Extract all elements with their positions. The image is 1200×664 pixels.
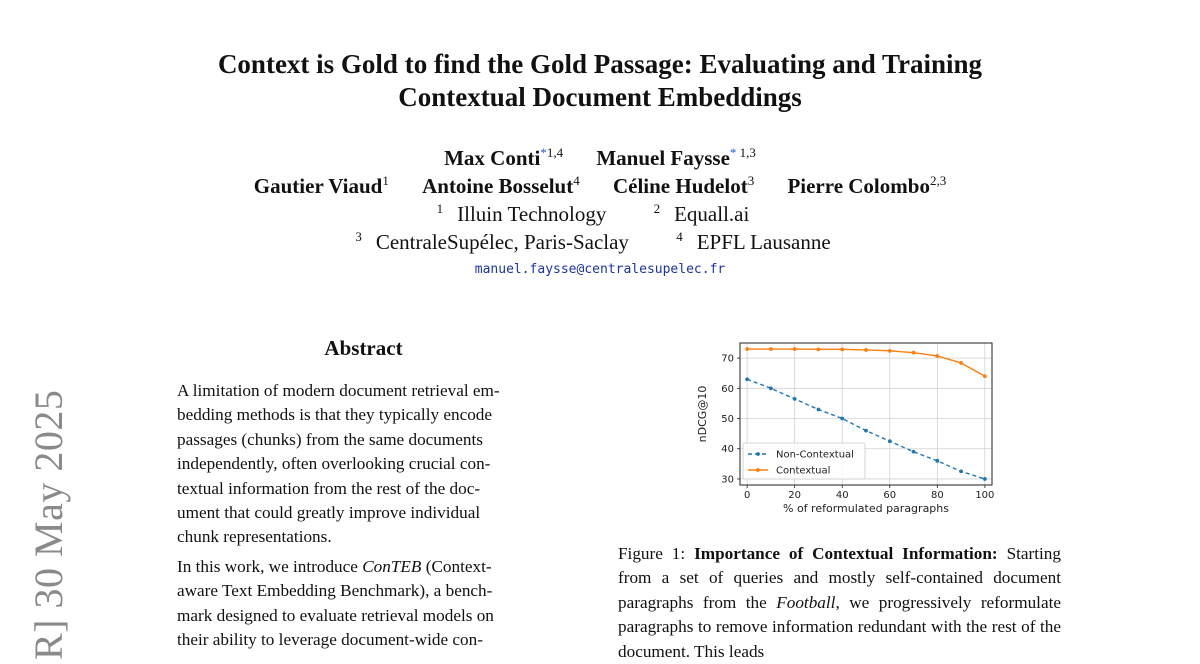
author: Pierre Colombo$^{2,3}$ <box>787 173 947 198</box>
x-tick-label: 20 <box>788 490 802 501</box>
data-point <box>912 450 916 454</box>
data-point <box>769 386 773 390</box>
affiliation-row-2 <box>150 228 1050 256</box>
data-point <box>935 354 939 358</box>
author: Gautier Viaud$^1$ <box>253 173 389 198</box>
x-tick-label: 0 <box>743 490 751 501</box>
figure-1-caption: Figure 1: Importance of Contextual Information: Starting from a set of queries and mostly self-contained document paragraphs from the Football, we progressively reformulate paragraphs to remove information redundant with the rest of the document. This leads <box>618 544 1061 661</box>
abstract-paragraph-2: In this work, we introduce ConTEB (Context- aware Text Embedding Benchmark), a bench- mark designed to evaluate retrieval models on their ability to leverage document-wide con- <box>177 557 494 650</box>
y-tick-label: 60 <box>721 383 734 395</box>
x-tick-label: 80 <box>930 490 944 501</box>
legend-label: Contextual <box>776 465 831 477</box>
data-point <box>983 374 987 378</box>
contact-email-link[interactable]: manuel.faysse@centralesupelec.fr <box>474 262 726 277</box>
affiliation: $^4$ EPFL Lausanne <box>676 229 831 254</box>
abstract-paragraph-1: A limitation of modern document retrieval em- bedding methods is that they typically encode passages (chunks) from the same documents independently, often overlooking crucial con- textual information from the rest of the doc- ument that could greatly improve individual chunk representations. <box>177 381 500 547</box>
data-point <box>912 351 916 355</box>
data-point <box>793 397 797 401</box>
title-line-2: Contextual Document Embeddings <box>398 82 802 112</box>
data-point <box>864 429 868 433</box>
data-point <box>840 347 844 351</box>
data-point <box>840 417 844 421</box>
legend-marker <box>756 452 760 456</box>
author: Max Conti$^{*1,4}$ <box>444 145 564 170</box>
title-line-1: Context is Gold to find the Gold Passage: Evaluating and Training <box>217 49 983 79</box>
data-point <box>888 439 892 443</box>
affiliation: $^3$ CentraleSupélec, Paris-Saclay <box>355 229 629 254</box>
data-point <box>769 347 773 351</box>
data-point <box>888 349 892 353</box>
author-row-1 <box>150 144 1050 172</box>
paper-title <box>150 48 1050 114</box>
data-point <box>935 459 939 463</box>
author-row-2 <box>150 172 1050 200</box>
x-tick-label: 100 <box>975 490 995 501</box>
data-point <box>817 408 821 412</box>
y-tick-label: 30 <box>721 474 734 486</box>
data-point <box>959 470 963 474</box>
data-point <box>864 348 868 352</box>
data-point <box>745 347 749 351</box>
data-point <box>983 477 987 481</box>
affiliation: $^1$ Illuin Technology <box>436 201 607 226</box>
legend-label: Non-Contextual <box>776 449 854 461</box>
x-tick-label: 40 <box>835 490 849 501</box>
data-point <box>793 347 797 351</box>
y-tick-label: 40 <box>721 444 734 456</box>
author: Manuel Faysse$^{* 1,3}$ <box>596 145 756 170</box>
caption-bold-title: Importance of Contextual Information: <box>694 544 998 563</box>
abstract-heading: Abstract <box>324 336 403 360</box>
x-tick-label: 60 <box>883 490 897 501</box>
y-tick-label: 50 <box>721 414 734 426</box>
figure-1-chart <box>690 335 1000 521</box>
author: Antoine Bosselut$^4$ <box>422 173 580 198</box>
data-point <box>745 377 749 381</box>
benchmark-name: ConTEB <box>362 557 422 576</box>
x-axis-label: % of reformulated paragraphs <box>783 502 949 515</box>
series-line-contextual <box>747 349 985 376</box>
arxiv-side-stamp: R] 30 May 2025 <box>26 389 71 660</box>
caption-label: Figure 1: <box>618 544 686 563</box>
y-tick-label: 70 <box>721 353 734 365</box>
legend-marker <box>756 468 760 472</box>
author: Céline Hudelot$^3$ <box>612 173 755 198</box>
affiliation-row-1 <box>150 200 1050 228</box>
data-point <box>817 347 821 351</box>
data-point <box>959 361 963 365</box>
affiliation: $^2$ Equall.ai <box>653 201 750 226</box>
y-axis-label: nDCG@10 <box>696 385 709 443</box>
